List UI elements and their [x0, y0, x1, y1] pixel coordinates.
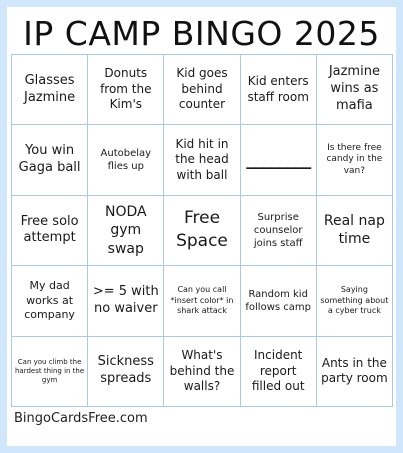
- card-title: IP CAMP BINGO 2025: [23, 14, 380, 53]
- bingo-cell-i5[interactable]: Sickness spreads: [88, 337, 164, 407]
- bingo-cell-b4[interactable]: My dad works at company: [12, 266, 88, 336]
- bingo-cell-n4[interactable]: Can you call *insert color* in shark attack: [164, 266, 240, 336]
- bingo-cell-o1[interactable]: Jazmine wins as mafia: [317, 55, 393, 125]
- bingo-cell-b5[interactable]: Can you climb the hardest thing in the gym: [12, 337, 88, 407]
- bingo-cell-b3[interactable]: Free solo attempt: [12, 196, 88, 266]
- bingo-cell-g1[interactable]: Kid enters staff room: [241, 55, 317, 125]
- bingo-cell-o4[interactable]: Saying something about a cyber truck: [317, 266, 393, 336]
- site-credit: BingoCardsFree.com: [14, 411, 148, 426]
- bingo-cell-o5[interactable]: Ants in the party room: [317, 337, 393, 407]
- bingo-cell-o2[interactable]: Is there free candy in the van?: [317, 125, 393, 195]
- bingo-cell-i4[interactable]: >= 5 with no waiver: [88, 266, 164, 336]
- bingo-cell-i1[interactable]: Donuts from the Kim's: [88, 55, 164, 125]
- bingo-cell-i3[interactable]: NODA gym swap: [88, 196, 164, 266]
- bingo-cell-g5[interactable]: Incident report filled out: [241, 337, 317, 407]
- bingo-cell-g4[interactable]: Random kid follows camp: [241, 266, 317, 336]
- bingo-cell-b2[interactable]: You win Gaga ball: [12, 125, 88, 195]
- bingo-cell-i2[interactable]: Autobelay flies up: [88, 125, 164, 195]
- bingo-cell-b1[interactable]: Glasses Jazmine: [12, 55, 88, 125]
- bingo-cell-free-space[interactable]: Free Space: [164, 196, 240, 266]
- bingo-cell-o3[interactable]: Real nap time: [317, 196, 393, 266]
- bingo-cell-g2[interactable]: ________: [241, 125, 317, 195]
- bingo-cell-n1[interactable]: Kid goes behind counter: [164, 55, 240, 125]
- bingo-cell-n2[interactable]: Kid hit in the head with ball: [164, 125, 240, 195]
- bingo-grid: [11, 54, 393, 407]
- bingo-cell-n5[interactable]: What's behind the walls?: [164, 337, 240, 407]
- bingo-cell-g3[interactable]: Surprise counselor joins staff: [241, 196, 317, 266]
- bingo-card: [7, 7, 396, 446]
